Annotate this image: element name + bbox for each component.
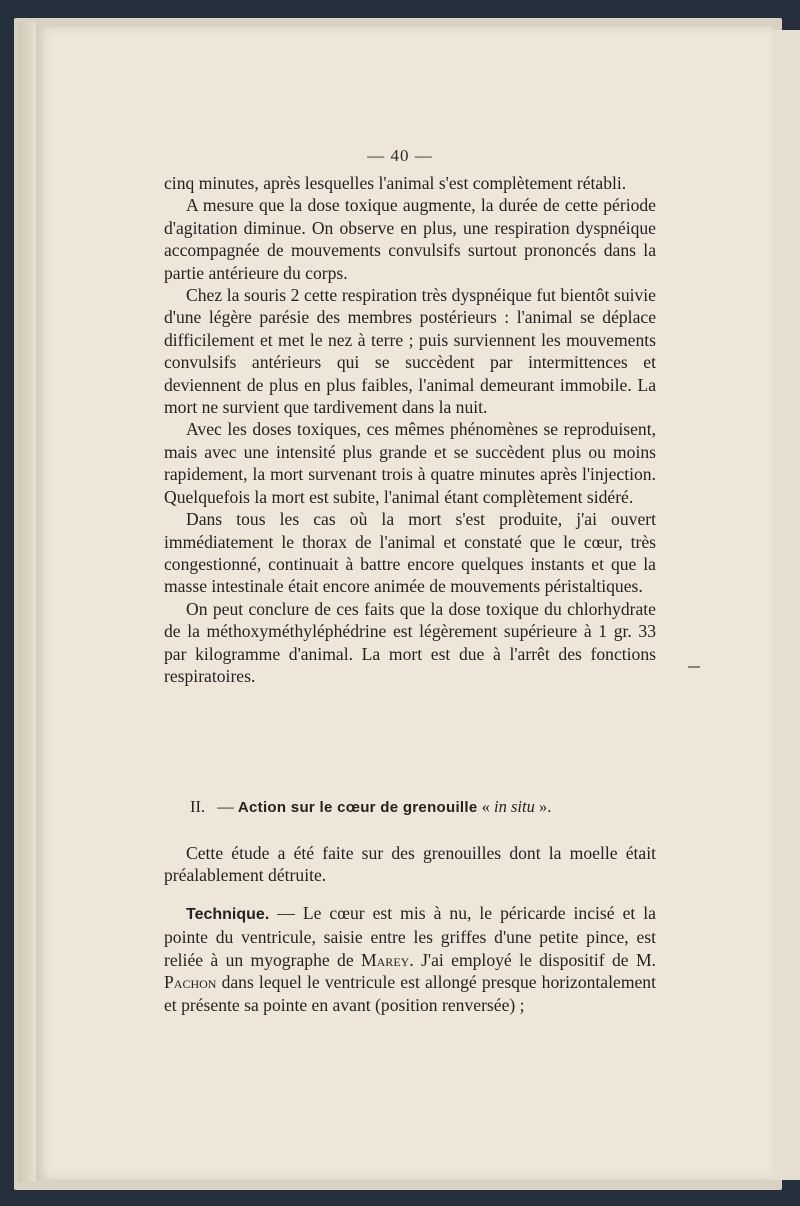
quote-open: « — [477, 797, 495, 816]
paragraph: cinq minutes, après lesquelles l'animal s'est complètement rétabli. — [164, 173, 627, 193]
page-number: — 40 — — [367, 146, 433, 165]
page-binding-edge — [18, 22, 36, 1182]
paragraph: Cette étude a été faite sur des grenouilles dont la moelle était préalablement détruite. — [164, 843, 656, 886]
section-heading — [190, 797, 660, 817]
author-name: Marey — [361, 949, 410, 970]
paragraph: On peut conclure de ces faits que la dose toxique du chlorhydrate de la méthoxyméthyléphédrine est légèrement supérieure à 1 gr. 33 par kilogramme d'animal. La mort est due à l'arrêt des fonctions respiratoires. — [164, 598, 656, 686]
section-intro — [164, 842, 656, 887]
paragraph: Dans tous les cas où la mort s'est produite, j'ai ouvert immédiatement le thorax de l'animal et constaté que le cœur, très congestionné, continuait à battre encore quelques instants et que la masse intestinale était encore animée de mouvements péristaltiques. — [164, 509, 656, 597]
author-name: Pachon — [164, 972, 217, 993]
technique-paragraph — [164, 902, 656, 1016]
section-latin-term: in situ — [494, 797, 535, 816]
technique-text: . J'ai employé le dispositif de M. — [409, 949, 656, 970]
technique-text: dans lequel le ventricule est allongé presque horizontalement et présente sa pointe en avant (position renversée) ; — [164, 972, 656, 1015]
section-dash: — — [213, 797, 238, 816]
page-right-edge — [772, 30, 800, 1180]
paragraph: A mesure que la dose toxique augmente, la durée de cette période d'agitation diminue. On observe en plus, une respiration dyspnéique accompagnée de mouvements convulsifs surtout prononcés dans la partie antérieure du corps. — [164, 195, 656, 283]
page-mark — [688, 666, 700, 668]
section-title: Action sur le cœur de grenouille — [237, 799, 478, 816]
body-text — [164, 172, 656, 687]
technique-label: Technique. — [186, 906, 270, 923]
technique-block — [164, 902, 656, 1016]
technique-text: — Le cœur est mis à nu, le péricarde incisé et la pointe du ventricule, saisie entre les griffes d'une petite pince, est reliée à un myographe de — [164, 903, 656, 970]
quote-close: ». — [534, 797, 552, 816]
section-number: II. — [190, 797, 206, 816]
paragraph: Chez la souris 2 cette respiration très dyspnéique fut bientôt suivie d'une légère parésie des membres postérieurs : l'animal se déplace difficilement et met le nez à terre ; puis surviennent les mouvements convulsifs antérieurs qui se succèdent par intermittences et deviennent de plus en plus faibles, l'animal demeurant immobile. La mort ne survient que tardivement dans la nuit. — [164, 285, 656, 418]
paragraph: Avec les doses toxiques, ces mêmes phénomènes se reproduisent, mais avec une intensité plus grande et se succèdent plus ou moins rapidement, la mort survenant trois à quatre minutes après l'injection. Quelquefois la mort est subite, l'animal étant complètement sidéré. — [164, 419, 656, 507]
